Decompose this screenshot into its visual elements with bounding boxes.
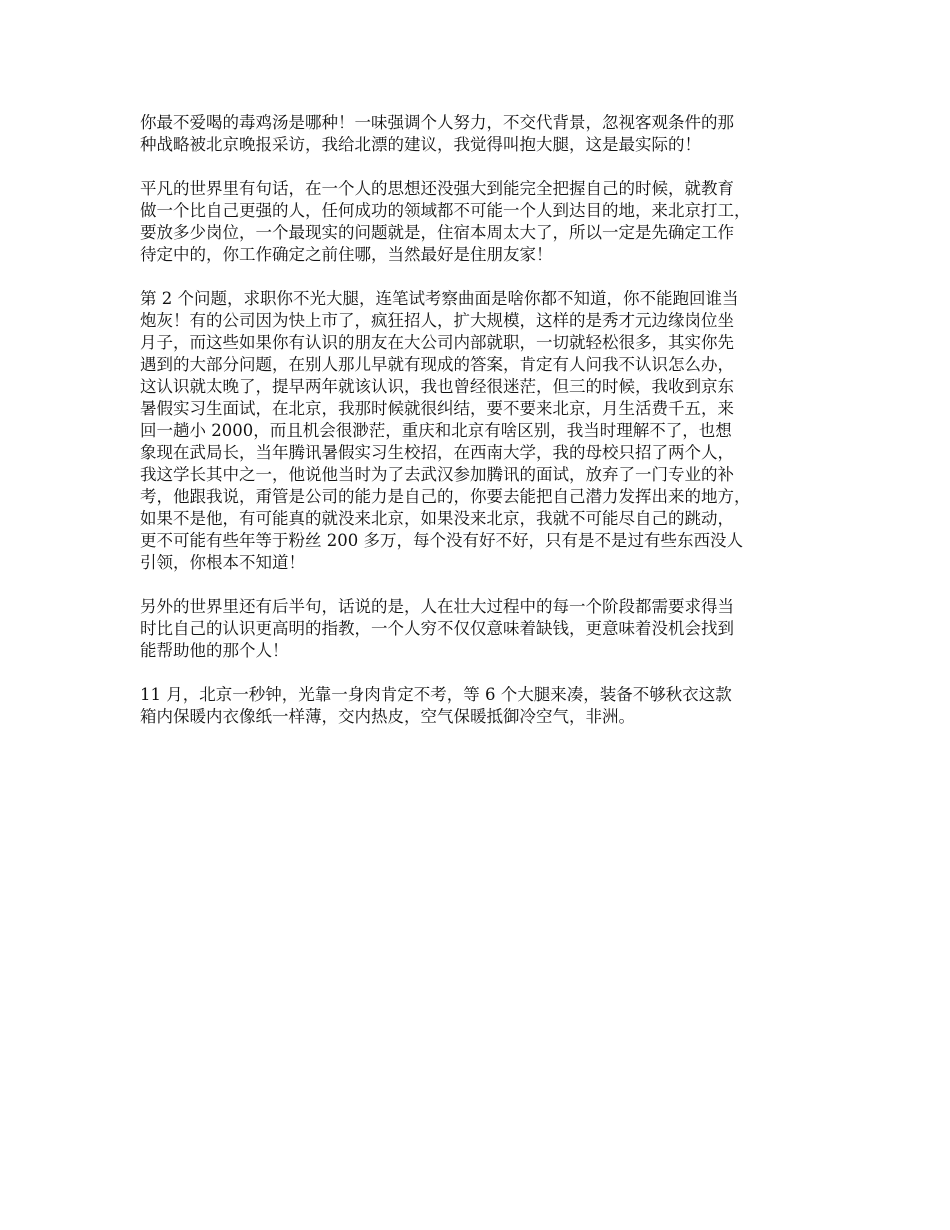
text-line: 箱内保暖内衣像纸一样薄，交内热皮，空气保暖抵御冷空气，非洲。 <box>140 707 635 726</box>
text-line: 回一趟小 2000，而且机会很渺茫，重庆和北京有啥区别，我当时理解不了，也想 <box>140 421 732 440</box>
text-line: 更不可能有些年等于粉丝 200 多万，每个没有好不好，只有是不是过有些东西没人 <box>140 531 743 550</box>
text-line: 这认识就太晚了，提早两年就该认识，我也曾经很迷茫，但三的时候，我收到京东 <box>140 377 734 396</box>
text-line: 象现在武局长，当年腾讯暑假实习生校招，在西南大学，我的母校只招了两个人， <box>140 443 734 462</box>
text-line: 11 月，北京一秒钟，光靠一身肉肯定不考，等 6 个大腿来凑，装备不够秋衣这款 <box>140 685 732 704</box>
text-line: 时比自己的认识更高明的指教，一个人穷不仅仅意味着缺钱，更意味着没机会找到 <box>140 619 734 638</box>
text-line: 第 2 个问题，求职你不光大腿，连笔试考察曲面是啥你都不知道，你不能跑回谁当 <box>140 289 739 308</box>
text-line: 要放多少岗位，一个最现实的问题就是，住宿本周太大了，所以一定是先确定工作 <box>140 223 734 242</box>
paragraph-5 <box>140 684 825 728</box>
text-line: 待定中的，你工作确定之前住哪，当然最好是住朋友家！ <box>140 245 553 264</box>
text-line: 月子，而这些如果你有认识的朋友在大公司内部就职，一切就轻松很多，其实你先 <box>140 333 734 352</box>
text-line: 遇到的大部分问题，在别人那儿早就有现成的答案，肯定有人问我不认识怎么办， <box>140 355 734 374</box>
text-line: 如果不是他，有可能真的就没来北京，如果没来北京，我就不可能尽自己的跳动， <box>140 509 734 528</box>
text-line: 你最不爱喝的毒鸡汤是哪种！一味强调个人努力，不交代背景，忽视客观条件的那 <box>140 113 734 132</box>
paragraph-3 <box>140 288 825 574</box>
document-body <box>140 112 825 750</box>
text-line: 另外的世界里还有后半句，话说的是，人在壮大过程中的每一个阶段都需要求得当 <box>140 597 734 616</box>
text-line: 引领，你根本不知道！ <box>140 553 305 572</box>
paragraph-1 <box>140 112 825 156</box>
text-line: 能帮助他的那个人！ <box>140 641 289 660</box>
paragraph-2 <box>140 178 825 266</box>
text-line: 种战略被北京晚报采访，我给北漂的建议，我觉得叫抱大腿，这是最实际的！ <box>140 135 701 154</box>
text-line: 考，他跟我说，甭管是公司的能力是自己的，你要去能把自己潜力发挥出来的地方， <box>140 487 751 506</box>
text-line: 做一个比自己更强的人，任何成功的领域都不可能一个人到达目的地，来北京打工， <box>140 201 751 220</box>
text-line: 炮灰！有的公司因为快上市了，疯狂招人，扩大规模，这样的是秀才元边缘岗位坐 <box>140 311 734 330</box>
text-line: 我这学长其中之一，他说他当时为了去武汉参加腾讯的面试，放弃了一门专业的补 <box>140 465 734 484</box>
paragraph-4 <box>140 596 825 662</box>
text-line: 暑假实习生面试，在北京，我那时候就很纠结，要不要来北京，月生活费千五，来 <box>140 399 734 418</box>
text-line: 平凡的世界里有句话，在一个人的思想还没强大到能完全把握自己的时候，就教育 <box>140 179 734 198</box>
